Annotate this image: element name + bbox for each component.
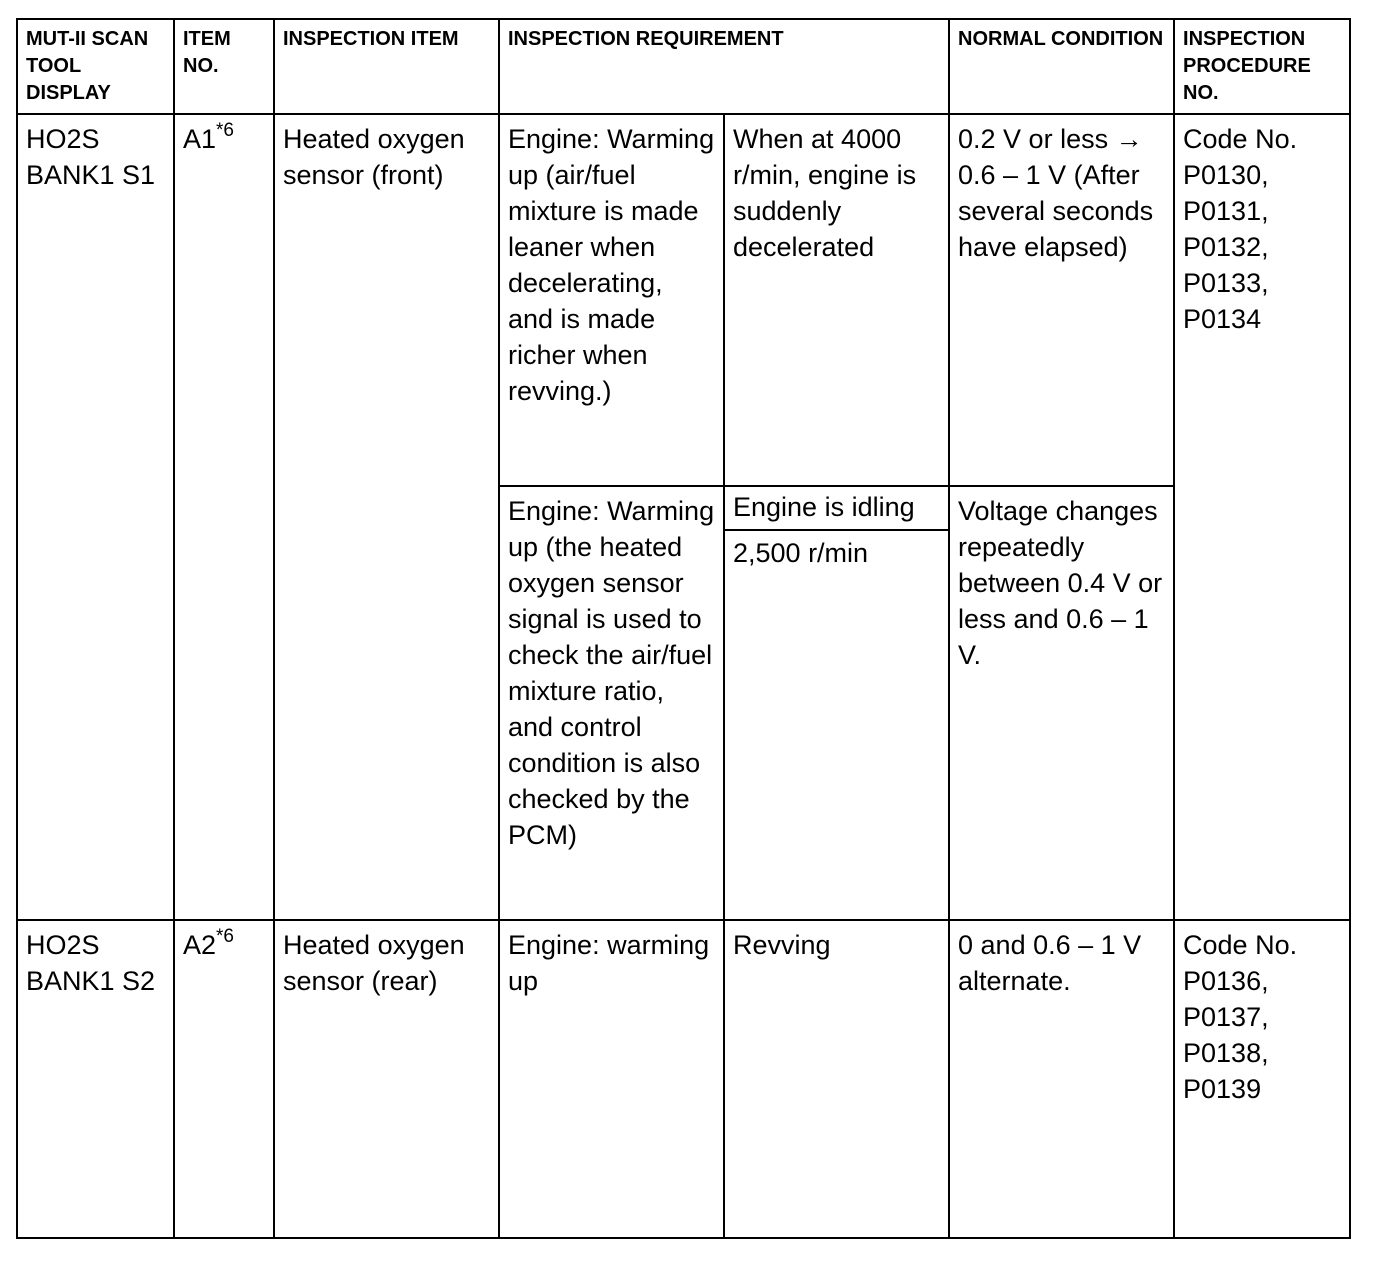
item-no-text: A2 xyxy=(183,930,217,960)
header-procedure-no: INSPECTION PROCEDURE NO. xyxy=(1174,19,1350,114)
table-row xyxy=(17,114,1350,486)
scan-display-cell: HO2S BANK1 S2 xyxy=(17,920,174,1238)
scan-display-cell: HO2S BANK1 S1 xyxy=(17,114,174,920)
header-inspection-item: INSPECTION ITEM xyxy=(274,19,499,114)
normal-condition-cell: 0.2 V or less → 0.6 – 1 V (After several seconds have elapsed) xyxy=(949,114,1174,486)
procedure-cell: Code No. P0130, P0131, P0132, P0133, P0134 xyxy=(1174,114,1350,920)
header-scan-tool-display: MUT-II SCAN TOOL DISPLAY xyxy=(17,19,174,114)
requirement-detail-cell: Engine is idling xyxy=(724,486,949,530)
requirement-condition-cell: Engine: Warming up (the heated oxygen sensor signal is used to check the air/fuel mixture ratio, and control condition is also checked by the PCM) xyxy=(499,486,724,920)
inspection-item-cell: Heated oxygen sensor (front) xyxy=(274,114,499,920)
requirement-detail-cell: 2,500 r/min xyxy=(724,530,949,920)
header-item-no: ITEM NO. xyxy=(174,19,274,114)
table-row xyxy=(17,920,1350,1238)
item-no-cell xyxy=(174,114,274,920)
item-no-cell xyxy=(174,920,274,1238)
inspection-table xyxy=(16,18,1351,1239)
header-normal-condition: NORMAL CONDITION xyxy=(949,19,1174,114)
header-inspection-requirement: INSPECTION REQUIREMENT xyxy=(499,19,949,114)
normal-condition-cell: Voltage changes repeatedly between 0.4 V or less and 0.6 – 1 V. xyxy=(949,486,1174,920)
inspection-item-cell: Heated oxygen sensor (rear) xyxy=(274,920,499,1238)
item-no-footnote: *6 xyxy=(216,120,234,141)
requirement-condition-cell: Engine: Warming up (air/fuel mixture is made leaner when decelerating, and is made richer when revving.) xyxy=(499,114,724,486)
requirement-condition-cell: Engine: warming up xyxy=(499,920,724,1238)
requirement-detail-cell: When at 4000 r/min, engine is suddenly decelerated xyxy=(724,114,949,486)
procedure-cell: Code No. P0136, P0137, P0138, P0139 xyxy=(1174,920,1350,1238)
normal-condition-cell: 0 and 0.6 – 1 V alternate. xyxy=(949,920,1174,1238)
requirement-detail-cell: Revving xyxy=(724,920,949,1238)
header-row xyxy=(17,19,1350,114)
item-no-text: A1 xyxy=(183,124,217,154)
item-no-footnote: *6 xyxy=(216,926,234,947)
